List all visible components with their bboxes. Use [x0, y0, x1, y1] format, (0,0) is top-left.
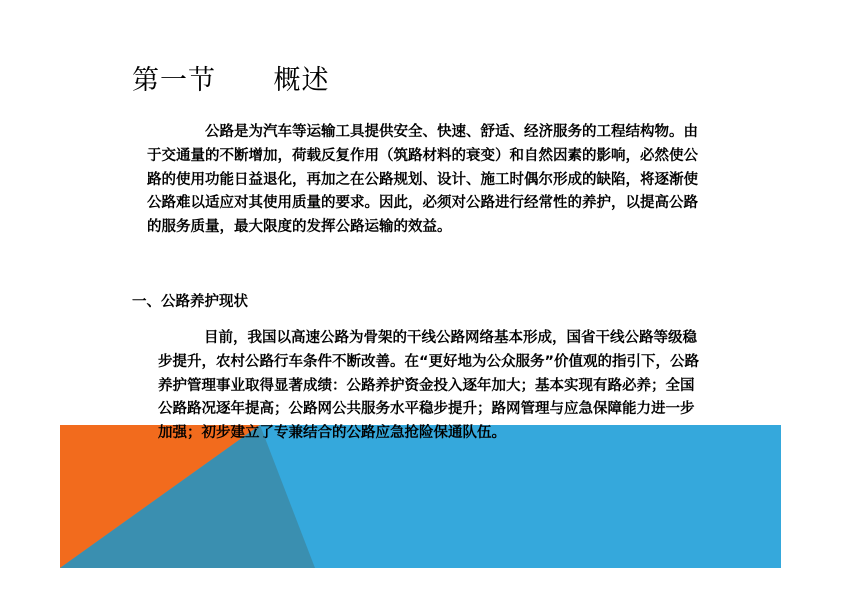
section-paragraph: 目前，我国以高速公路为骨架的干线公路网络基本形成，国省干线公路等级稳步提升，农村公路行车条件不断改善。在“更好地为公众服务”价值观的指引下，公路养护管理事业取得显著成绩：公路养护资金投入逐年加大；基本实现有路必养；全国公路路况逐年提高；公路网公共服务水平稳步提升；路网管理与应急保障能力进一步加强；初步建立了专兼结合的公路应急抢险保通队伍。 [158, 330, 700, 442]
slide [60, 28, 781, 568]
section-heading: 一、公路养护现状 [132, 294, 248, 310]
page-title: 第一节 概述 [132, 65, 330, 96]
intro-paragraph: 公路是为汽车等运输工具提供安全、快速、舒适、经济服务的工程结构物。由于交通量的不断增加，荷载反复作用（筑路材料的衰变）和自然因素的影响，必然使公路的使用功能日益退化，再加之在公路规划、设计、施工时偶尔形成的缺陷，将逐渐使公路难以适应对其使用质量的要求。因此，必须对公路进行经常性的养护，以提高公路的服务质量，最大限度的发挥公路运输的效益。 [147, 124, 698, 236]
